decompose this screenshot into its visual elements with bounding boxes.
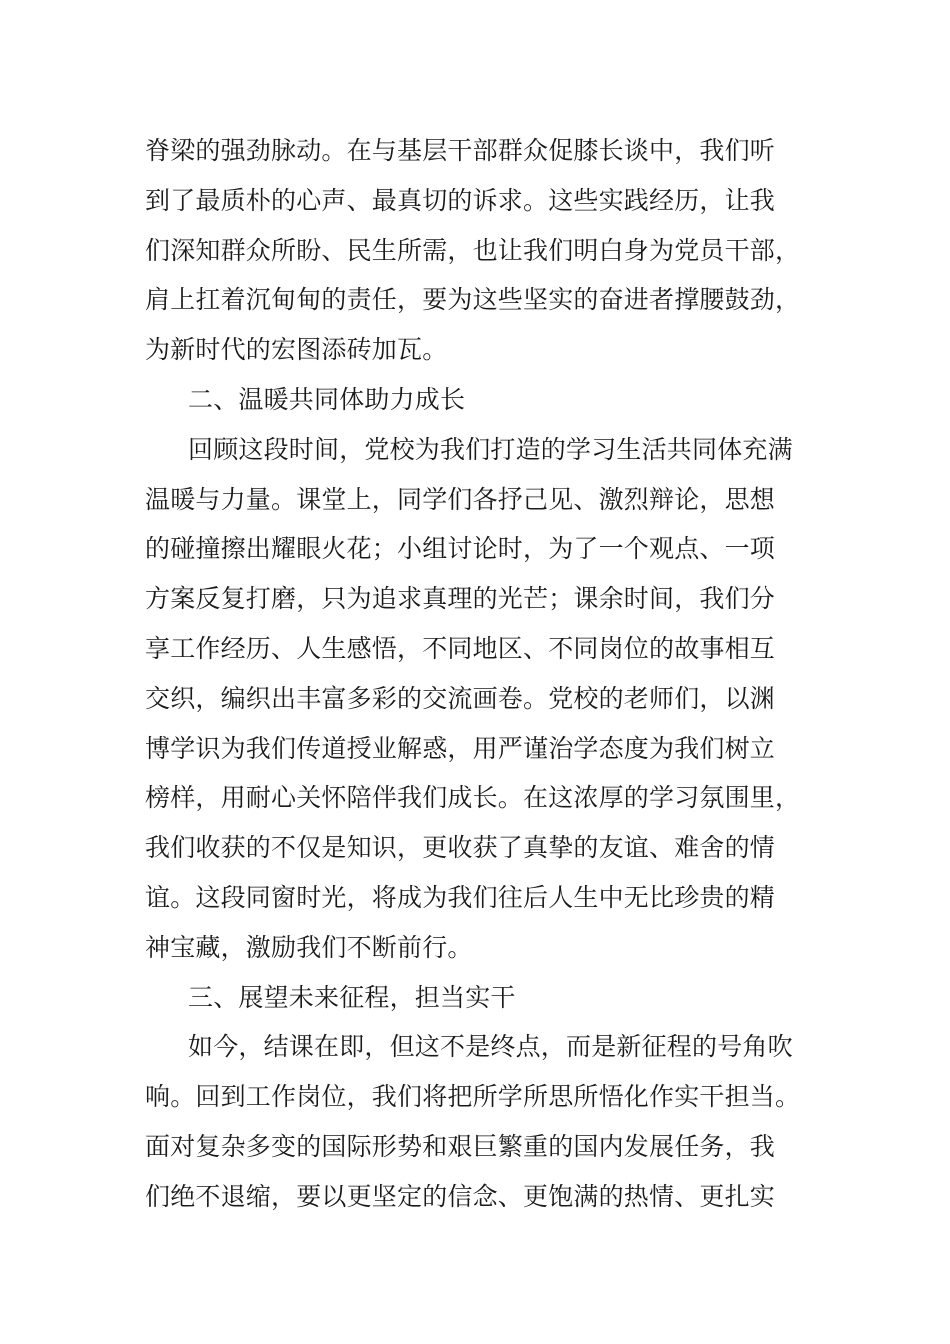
section-heading-3: 三、展望未来征程，担当实干 bbox=[188, 982, 516, 1012]
text-line: 的碰撞擦出耀眼火花；小组讨论时，为了一个观点、一项 bbox=[145, 534, 776, 564]
text-line: 们深知群众所盼、民生所需，也让我们明白身为党员干部， bbox=[145, 235, 801, 265]
text-line: 交织，编织出丰富多彩的交流画卷。党校的老师们，以渊 bbox=[145, 683, 776, 713]
body-text bbox=[145, 126, 809, 1222]
text-line: 方案反复打磨，只为追求真理的光芒；课余时间，我们分 bbox=[145, 584, 776, 614]
section-heading-2: 二、温暖共同体助力成长 bbox=[188, 384, 466, 414]
text-line: 谊。这段同窗时光，将成为我们往后人生中无比珍贵的精 bbox=[145, 882, 776, 912]
text-line: 神宝藏，激励我们不断前行。 bbox=[145, 932, 473, 962]
text-line: 回顾这段时间，党校为我们打造的学习生活共同体充满 bbox=[188, 434, 793, 464]
text-line: 博学识为我们传道授业解惑，用严谨治学态度为我们树立 bbox=[145, 733, 776, 763]
text-line: 响。回到工作岗位，我们将把所学所思所悟化作实干担当。 bbox=[145, 1082, 801, 1112]
text-line: 脊梁的强劲脉动。在与基层干部群众促膝长谈中，我们听 bbox=[145, 136, 776, 165]
text-line: 到了最质朴的心声、最真切的诉求。这些实践经历，让我 bbox=[145, 185, 776, 215]
text-line: 我们收获的不仅是知识，更收获了真挚的友谊、难舍的情 bbox=[145, 833, 776, 863]
text-line: 温暖与力量。课堂上，同学们各抒己见、激烈辩论，思想 bbox=[145, 484, 776, 514]
text-line: 面对复杂多变的国际形势和艰巨繁重的国内发展任务，我 bbox=[145, 1131, 776, 1161]
text-line: 享工作经历、人生感悟，不同地区、不同岗位的故事相互 bbox=[145, 633, 776, 663]
text-line: 们绝不退缩，要以更坚定的信念、更饱满的热情、更扎实 bbox=[145, 1181, 776, 1211]
text-line: 为新时代的宏图添砖加瓦。 bbox=[145, 335, 448, 365]
text-line: 肩上扛着沉甸甸的责任，要为这些坚实的奋进者撑腰鼓劲， bbox=[145, 285, 801, 315]
text-line: 如今，结课在即，但这不是终点，而是新征程的号角吹 bbox=[188, 1032, 793, 1062]
text-line: 榜样，用耐心关怀陪伴我们成长。在这浓厚的学习氛围里， bbox=[145, 783, 801, 813]
